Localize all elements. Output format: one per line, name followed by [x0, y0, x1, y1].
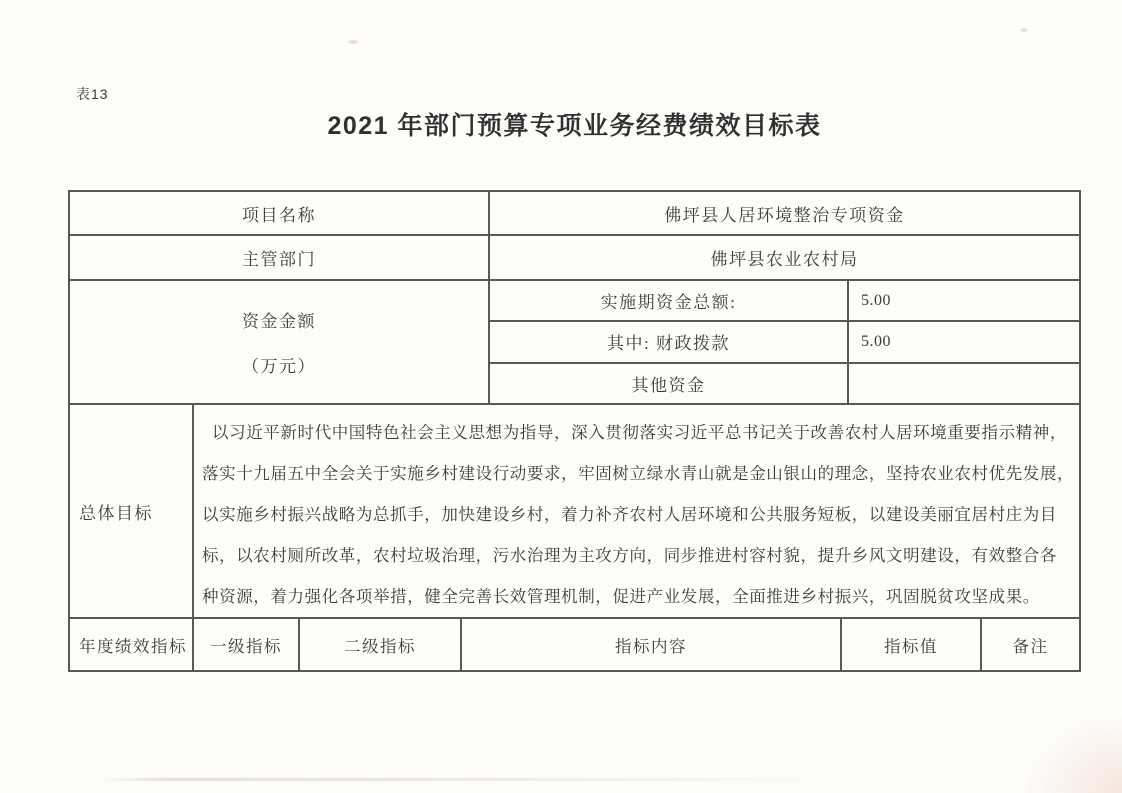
- overall-goal-line: 种资源，着力强化各项举措，健全完善长效管理机制，促进产业发展，全面推进乡村振兴，巩固脱贫攻坚成果。: [202, 587, 1040, 606]
- row-project-name: [70, 192, 1079, 234]
- table-number: 表13: [76, 86, 109, 102]
- row-fund-amount: [70, 279, 1079, 403]
- fund-amount-subtable: [488, 281, 1079, 403]
- scan-speck: [1020, 28, 1028, 32]
- scan-artifact-corner: [1022, 713, 1122, 793]
- subrow-other-funds: [490, 362, 1079, 403]
- subrow-fiscal-allocation: [490, 320, 1079, 361]
- fiscal-allocation-value: 5.00: [847, 322, 1079, 361]
- department-value: 佛坪县农业农村局: [488, 236, 1079, 279]
- other-funds-label: 其他资金: [631, 375, 706, 395]
- fund-amount-label-line2: （万元）: [242, 357, 316, 376]
- overall-goal-line: 落实十九届五中全会关于实施乡村建设行动要求，牢固树立绿水青山就是金山银山的理念，坚持农业农村优先发展，: [202, 464, 1075, 483]
- scan-speck: [348, 40, 358, 44]
- scan-artifact-streak: [95, 778, 855, 781]
- total-fund-value: 5.00: [847, 281, 1079, 320]
- header-indicator-content: 指标内容: [460, 619, 840, 670]
- fund-amount-label-line1: 资金金额: [242, 312, 316, 331]
- overall-goal-line: 以习近平新时代中国特色社会主义思想为指导，深入贯彻落实习近平总书记关于改善农村人居环境重要指示精神，: [212, 423, 1067, 442]
- subrow-total-fund: [490, 281, 1079, 320]
- page-title: 2021 年部门预算专项业务经费绩效目标表: [327, 112, 822, 140]
- overall-goal-line: 以实施乡村振兴战略为总抓手，加快建设乡村，着力补齐农村人居环境和公共服务短板，以建设美丽宜居村庄为目: [202, 505, 1057, 524]
- row-department: [70, 234, 1079, 279]
- fiscal-allocation-label: 其中: 财政拨款: [607, 334, 730, 354]
- row-overall-goal: [70, 403, 1079, 617]
- annual-indicators-label: 年度绩效指标: [79, 636, 187, 656]
- other-funds-value: [847, 364, 1079, 403]
- header-level2-indicator: 二级指标: [298, 619, 460, 670]
- total-fund-label: 实施期资金总额:: [600, 293, 737, 313]
- overall-goal-text: [192, 405, 1082, 617]
- project-name-value: 佛坪县人居环境整治专项资金: [488, 192, 1079, 234]
- overall-goal-label: 总体目标: [79, 503, 153, 523]
- project-name-label: 项目名称: [242, 205, 316, 225]
- header-remarks: 备注: [980, 619, 1079, 670]
- fund-amount-label: [70, 281, 488, 403]
- department-label: 主管部门: [242, 250, 316, 269]
- row-annual-indicators-header: [70, 617, 1079, 670]
- header-level1-indicator: 一级指标: [192, 619, 298, 670]
- overall-goal-line: 标，以农村厕所改革，农村垃圾治理，污水治理为主攻方向，同步推进村容村貌，提升乡风文明建设，有效整合各: [202, 546, 1057, 565]
- budget-performance-table: [68, 190, 1081, 672]
- header-indicator-value: 指标值: [840, 619, 980, 670]
